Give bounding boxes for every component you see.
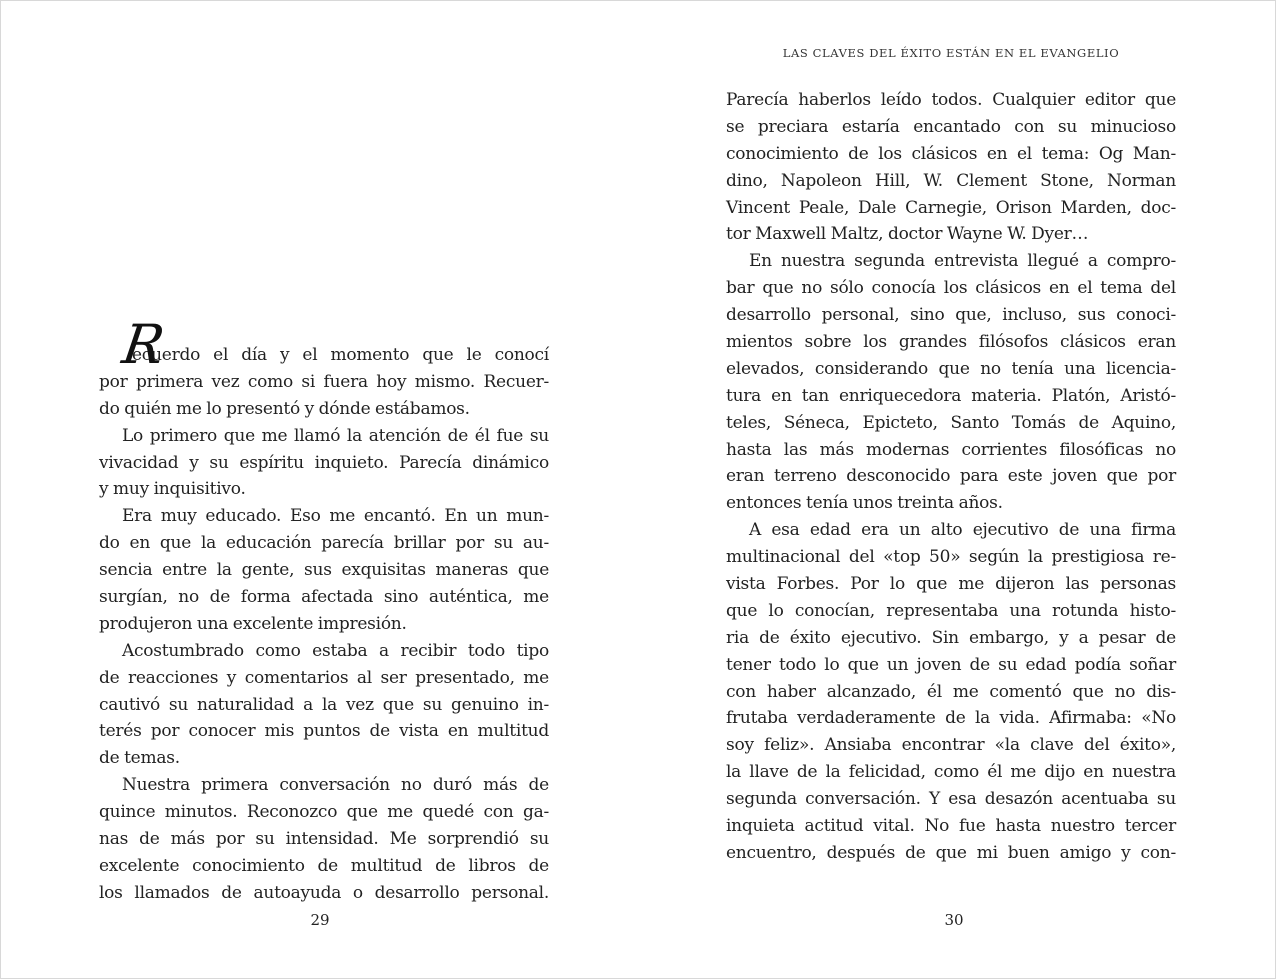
text-line: de reacciones y comentarios al ser presentado, me <box>99 667 549 688</box>
text-line: bar que no sólo conocía los clásicos en el tema del <box>726 278 1176 299</box>
text-line: los llamados de autoayuda o desarrollo personal. <box>99 882 549 903</box>
text-line: inquieta actitud vital. No fue hasta nuestro tercer <box>726 816 1176 837</box>
page-number-right: 30 <box>944 911 964 929</box>
text-line: sencia entre la gente, sus exquisitas maneras que <box>99 560 549 581</box>
text-line: Lo primero que me llamó la atención de él fue su <box>122 425 549 446</box>
text-line: encuentro, después de que mi buen amigo y con- <box>726 842 1176 863</box>
text-line: A esa edad era un alto ejecutivo de una firma <box>749 520 1176 541</box>
text-line: En nuestra segunda entrevista llegué a compro- <box>749 251 1176 272</box>
text-line: cautivó su naturalidad a la vez que su genuino in- <box>99 694 549 715</box>
text-line: vista Forbes. Por lo que me dijeron las personas <box>726 574 1176 595</box>
text-line: entonces tenía unos treinta años. <box>726 493 1003 514</box>
text-line: que lo conocían, representaba una rotunda histo- <box>726 600 1176 621</box>
text-line: eran terreno desconocido para este joven que por <box>726 466 1176 487</box>
text-line: Era muy educado. Eso me encantó. En un mun- <box>122 506 549 527</box>
text-line: tura en tan enriquecedora materia. Platón, Aristó- <box>726 385 1176 406</box>
left-page-text <box>99 313 549 907</box>
right-page <box>638 0 1276 979</box>
text-line: la llave de la felicidad, como él me dijo en nuestra <box>726 762 1176 783</box>
running-header: LAS CLAVES DEL ÉXITO ESTÁN EN EL EVANGELIO <box>782 46 1120 60</box>
text-line: Parecía haberlos leído todos. Cualquier editor que <box>726 90 1176 110</box>
text-line: Acostumbrado como estaba a recibir todo tipo <box>122 640 549 661</box>
text-line: tor Maxwell Maltz, doctor Wayne W. Dyer… <box>726 224 1089 245</box>
text-line: con haber alcanzado, él me comentó que no dis- <box>726 681 1176 702</box>
text-line: dino, Napoleon Hill, W. Clement Stone, Norman <box>726 170 1176 191</box>
text-line: desarrollo personal, sino que, incluso, sus conoci- <box>726 305 1176 326</box>
text-line: segunda conversación. Y esa desazón acentuaba su <box>726 789 1176 810</box>
page-number-left: 29 <box>310 911 330 929</box>
text-line: ecuerdo el día y el momento que le conocí <box>132 345 549 365</box>
text-line: se preciara estaría encantado con su minucioso <box>726 116 1176 137</box>
text-line: produjeron una excelente impresión. <box>99 613 407 634</box>
text-line: mientos sobre los grandes filósofos clásicos eran <box>726 332 1176 353</box>
text-line: tener todo lo que un joven de su edad podía soñar <box>726 654 1176 675</box>
text-line: de temas. <box>99 748 180 769</box>
drop-cap: R <box>118 313 168 376</box>
text-line: terés por conocer mis puntos de vista en multitud <box>99 721 549 742</box>
left-page-lines <box>99 342 549 907</box>
text-line: do quién me lo presentó y dónde estábamos. <box>99 398 470 419</box>
text-line: Vincent Peale, Dale Carnegie, Orison Marden, doc- <box>726 197 1176 218</box>
text-line: do en que la educación parecía brillar por su au- <box>99 533 549 554</box>
text-line: elevados, considerando que no tenía una licencia- <box>726 358 1176 379</box>
text-line: nas de más por su intensidad. Me sorprendió su <box>99 829 549 850</box>
text-line: y muy inquisitivo. <box>99 479 246 500</box>
text-line: surgían, no de forma afectada sino auténtica, me <box>99 587 549 608</box>
text-line: Nuestra primera conversación no duró más de <box>122 775 549 796</box>
text-line: conocimiento de los clásicos en el tema: Og Man- <box>726 143 1176 164</box>
text-line: multinacional del «top 50» según la prestigiosa re- <box>726 547 1176 568</box>
text-line: vivacidad y su espíritu inquieto. Parecía dinámico <box>99 452 549 473</box>
right-page-text <box>726 87 1176 867</box>
text-line: soy feliz». Ansiaba encontrar «la clave del éxito», <box>726 735 1176 756</box>
text-line: ria de éxito ejecutivo. Sin embargo, y a pesar de <box>726 627 1176 648</box>
text-line: hasta las más modernas corrientes filosóficas no <box>726 439 1176 460</box>
text-line: quince minutos. Reconozco que me quedé con ga- <box>99 802 549 823</box>
text-line: excelente conocimiento de multitud de libros de <box>99 855 549 876</box>
text-line: por primera vez como si fuera hoy mismo. Recuer- <box>99 371 549 392</box>
right-page-lines <box>726 87 1176 867</box>
text-line: teles, Séneca, Epicteto, Santo Tomás de Aquino, <box>726 412 1176 433</box>
text-line: frutaba verdaderamente de la vida. Afirmaba: «No <box>726 708 1176 729</box>
